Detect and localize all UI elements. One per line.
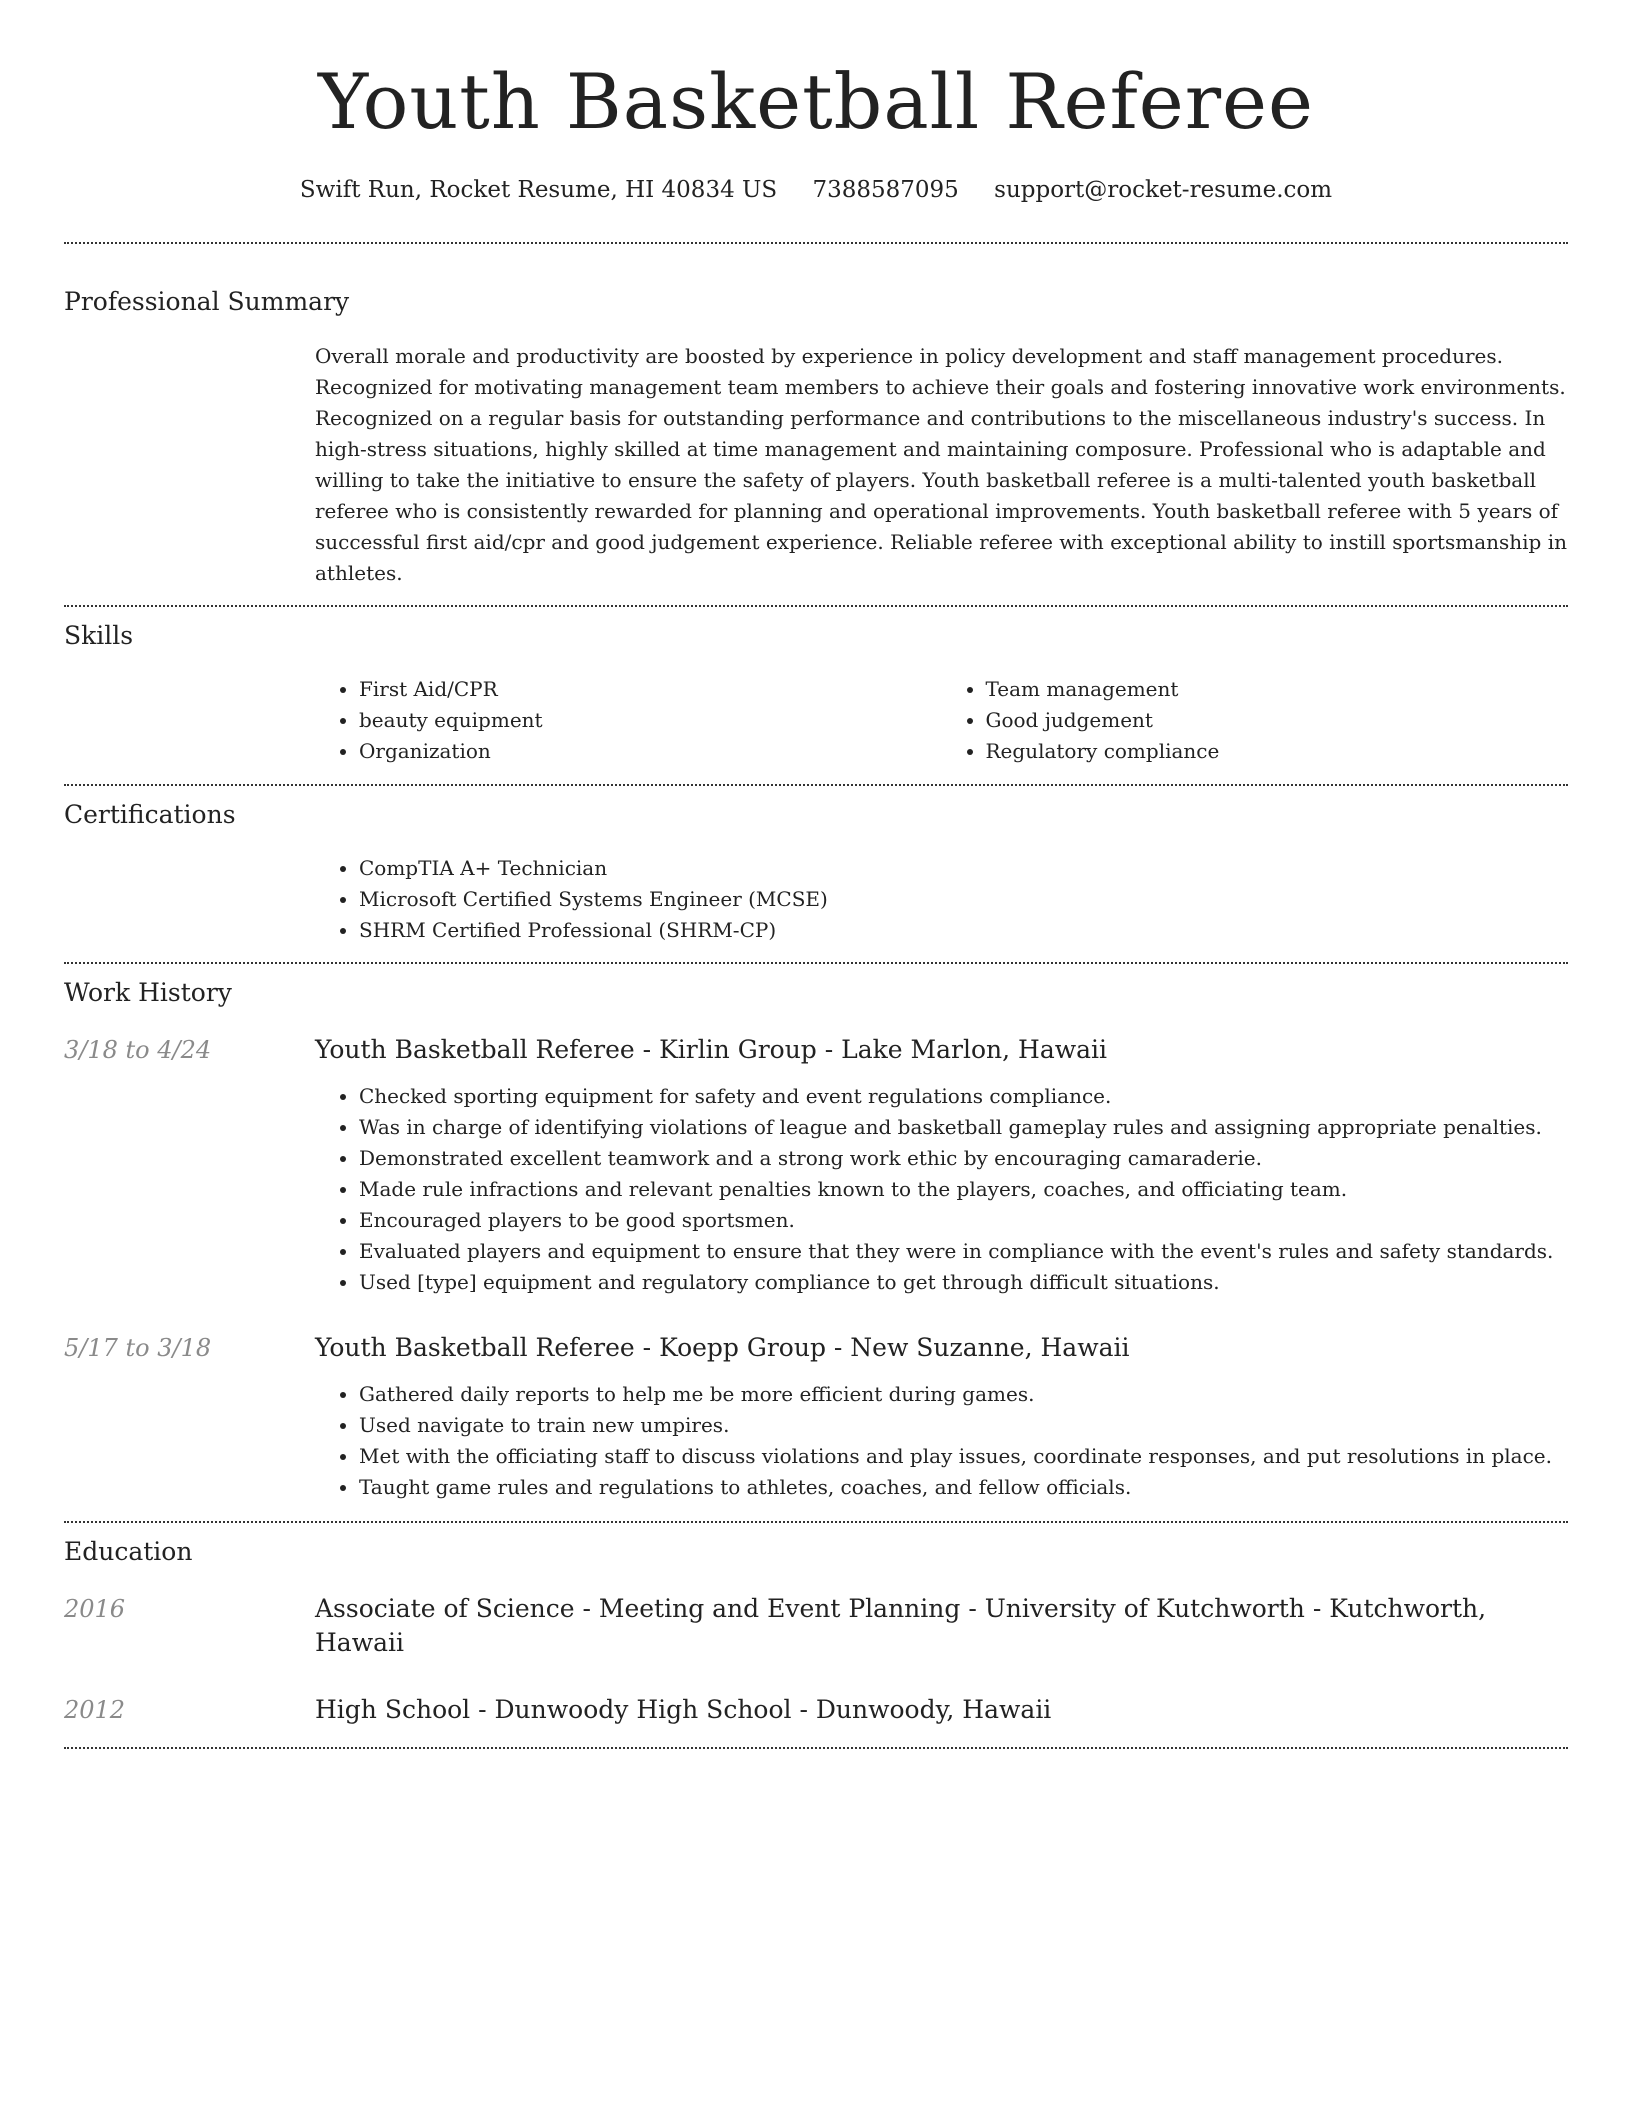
education-heading: High School - Dunwoody High School - Dunwoody, Hawaii xyxy=(315,1695,1052,1724)
resume-page xyxy=(64,0,1568,1749)
skill-item: • Team management xyxy=(986,674,1569,705)
job-entry xyxy=(64,1331,1568,1503)
duty-item: • Used [type] equipment and regulatory compliance to get through difficult situations. xyxy=(359,1267,1568,1298)
candidate-name: Youth Basketball Referee xyxy=(318,57,1314,146)
section-divider xyxy=(64,605,1568,607)
job-entry xyxy=(64,1033,1568,1298)
skill-item: • beauty equipment xyxy=(359,705,942,736)
section-divider xyxy=(64,962,1568,964)
skills-title: Skills xyxy=(64,621,134,650)
skills-column-right xyxy=(942,674,1569,767)
certification-item: • CompTIA A+ Technician xyxy=(359,853,1568,884)
skills-list xyxy=(315,674,1568,767)
skill-item: • Good judgement xyxy=(986,705,1569,736)
skill-item: • First Aid/CPR xyxy=(359,674,942,705)
education-section xyxy=(64,1536,1568,1727)
duty-item: • Evaluated players and equipment to ensure that they were in compliance with the event's rules and safety standards. xyxy=(359,1236,1568,1267)
education-year: 2016 xyxy=(64,1595,126,1623)
duty-item: • Taught game rules and regulations to athletes, coaches, and fellow officials. xyxy=(359,1472,1568,1503)
section-divider xyxy=(64,242,1568,244)
job-duties xyxy=(315,1081,1568,1298)
summary-title: Professional Summary xyxy=(64,287,350,316)
certifications-list xyxy=(315,853,1568,946)
job-heading: Youth Basketball Referee - Koepp Group - New Suzanne, Hawaii xyxy=(315,1333,1130,1362)
job-dates: 5/17 to 3/18 xyxy=(64,1334,212,1362)
education-entry xyxy=(64,1592,1568,1660)
duty-item: • Demonstrated excellent teamwork and a strong work ethic by encouraging camaraderie. xyxy=(359,1143,1568,1174)
job-heading: Youth Basketball Referee - Kirlin Group - Lake Marlon, Hawaii xyxy=(315,1035,1108,1064)
work-history-title: Work History xyxy=(64,978,232,1007)
work-history-section xyxy=(64,977,1568,1503)
education-year: 2012 xyxy=(64,1696,126,1724)
contact-email: support@rocket-resume.com xyxy=(994,177,1333,203)
duty-item: • Met with the officiating staff to discuss violations and play issues, coordinate responses, and put resolutions in place. xyxy=(359,1441,1568,1472)
education-heading: Associate of Science - Meeting and Event Planning - University of Kutchworth - Kutchworth, Hawaii xyxy=(315,1594,1487,1657)
section-divider xyxy=(64,1747,1568,1749)
skills-column-left xyxy=(315,674,942,767)
education-title: Education xyxy=(64,1537,193,1566)
certification-item: • SHRM Certified Professional (SHRM-CP) xyxy=(359,915,1568,946)
duty-item: • Made rule infractions and relevant penalties known to the players, coaches, and officiating team. xyxy=(359,1174,1568,1205)
education-entry xyxy=(64,1693,1568,1727)
summary-section xyxy=(64,286,1568,589)
duty-item: • Was in charge of identifying violations of league and basketball gameplay rules and assigning appropriate penalties. xyxy=(359,1112,1568,1143)
section-divider xyxy=(64,1521,1568,1523)
certifications-title: Certifications xyxy=(64,800,236,829)
contact-line xyxy=(64,174,1568,206)
duty-item: • Checked sporting equipment for safety and event regulations compliance. xyxy=(359,1081,1568,1112)
certifications-section xyxy=(64,799,1568,946)
contact-phone: 7388587095 xyxy=(812,177,959,203)
skill-item: • Regulatory compliance xyxy=(986,736,1569,767)
job-dates: 3/18 to 4/24 xyxy=(64,1036,212,1064)
skill-item: • Organization xyxy=(359,736,942,767)
summary-text: Overall morale and productivity are boosted by experience in policy development and staff management procedures. Recognized for motivating management team members to achieve their goals and fostering innovative work environments. Recognized on a regular basis for outstanding performance and contributions to the miscellaneous industry's success. In high-stress situations, highly skilled at time management and maintaining composure. Professional who is adaptable and willing to take the initiative to ensure the safety of players. Youth basketball referee is a multi-talented youth basketball referee who is consistently rewarded for planning and operational improvements. Youth basketball referee with 5 years of successful first aid/cpr and good judgement experience. Reliable referee with exceptional ability to instill sportsmanship in athletes. xyxy=(315,344,1567,585)
skills-section xyxy=(64,620,1568,767)
contact-address: Swift Run, Rocket Resume, HI 40834 US xyxy=(299,177,778,203)
job-duties xyxy=(315,1379,1568,1503)
section-divider xyxy=(64,784,1568,786)
duty-item: • Gathered daily reports to help me be more efficient during games. xyxy=(359,1379,1568,1410)
duty-item: • Encouraged players to be good sportsmen. xyxy=(359,1205,1568,1236)
certification-item: • Microsoft Certified Systems Engineer (MCSE) xyxy=(359,884,1568,915)
duty-item: • Used navigate to train new umpires. xyxy=(359,1410,1568,1441)
